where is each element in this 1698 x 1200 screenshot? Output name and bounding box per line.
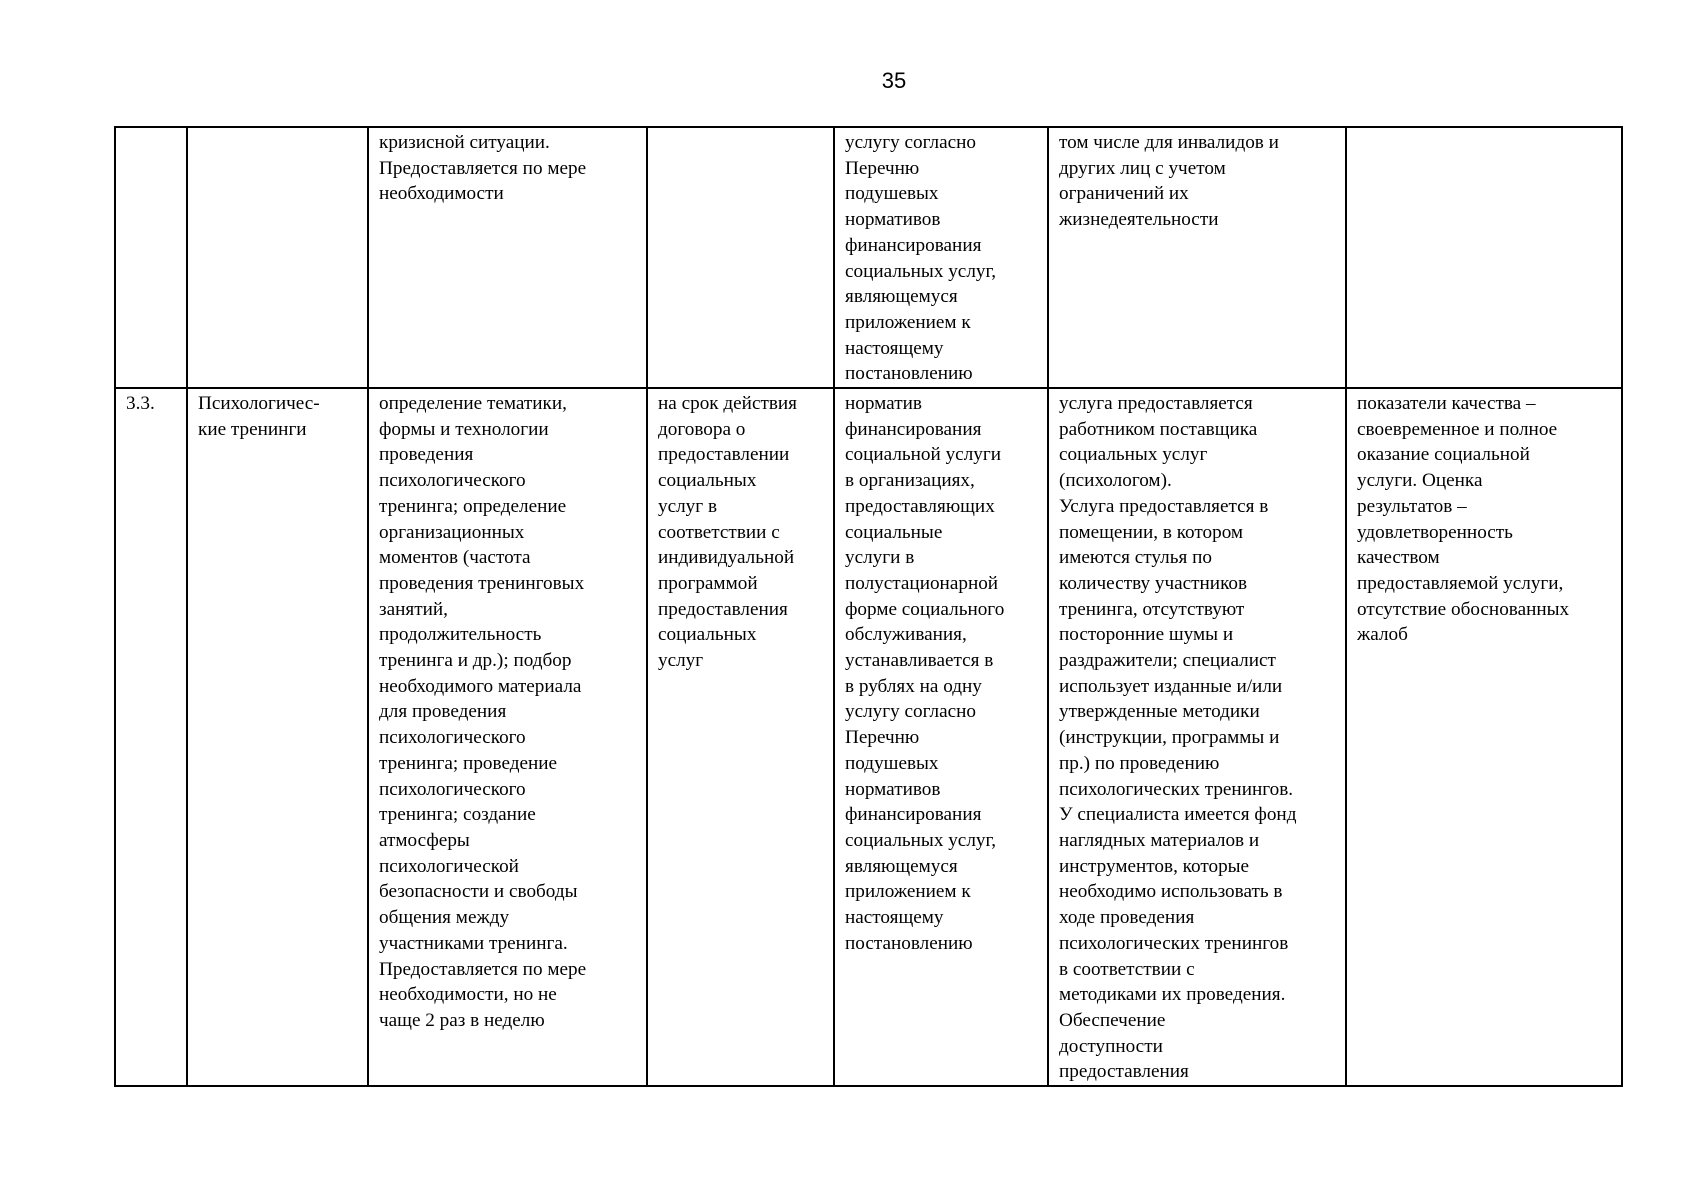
cell-quality — [1346, 127, 1622, 388]
cell-service-name: Психологичес- кие тренинги — [187, 388, 368, 1086]
cell-number — [115, 127, 187, 388]
cell-description: кризисной ситуации. Предоставляется по мере необходимости — [368, 127, 647, 388]
cell-service-name — [187, 127, 368, 388]
page-number: 35 — [881, 68, 907, 93]
cell-term: на срок действия договора о предоставлении социальных услуг в соответствии с индивидуальной программой предоставления социальных услуг — [647, 388, 834, 1086]
cell-quality: показатели качества – своевременное и полное оказание социальной услуги. Оценка результатов – удовлетворенность качеством предоставляемой услуги, отсутствие обоснованных жалоб — [1346, 388, 1622, 1086]
cell-number: 3.3. — [115, 388, 187, 1086]
cell-conditions: услуга предоставляется работником поставщика социальных услуг (психологом). Услуга предоставляется в помещении, в котором имеются стулья по количеству участников тренинга, отсутствуют посторонние шумы и раздражители; специалист использует изданные и/или утвержденные методики (инструкции, программы и пр.) по проведению психологических тренингов. У специалиста имеется фонд наглядных материалов и инструментов, которые необходимо использовать в ходе проведения психологических тренингов в соответствии с методиками их проведения. Обеспечение доступности предоставления — [1048, 388, 1346, 1086]
cell-term — [647, 127, 834, 388]
cell-description: определение тематики, формы и технологии проведения психологического тренинга; определение организационных моментов (частота проведения тренинговых занятий, продолжительность тренинга и др.); подбор необходимого материала для проведения психологического тренинга; проведение психологического тренинга; создание атмосферы психологической безопасности и свободы общения между участниками тренинга. Предоставляется по мере необходимости, но не чаще 2 раз в неделю — [368, 388, 647, 1086]
table-row — [115, 127, 1622, 388]
table-row — [115, 388, 1622, 1086]
services-table — [114, 126, 1623, 1087]
cell-funding: услугу согласно Перечню подушевых нормативов финансирования социальных услуг, являющемуся приложением к настоящему постановлению — [834, 127, 1048, 388]
cell-conditions: том числе для инвалидов и других лиц с учетом ограничений их жизнедеятельности — [1048, 127, 1346, 388]
cell-funding: норматив финансирования социальной услуги в организациях, предоставляющих социальные услуги в полустационарной форме социального обслуживания, устанавливается в в рублях на одну услугу согласно Перечню подушевых нормативов финансирования социальных услуг, являющемуся приложением к настоящему постановлению — [834, 388, 1048, 1086]
